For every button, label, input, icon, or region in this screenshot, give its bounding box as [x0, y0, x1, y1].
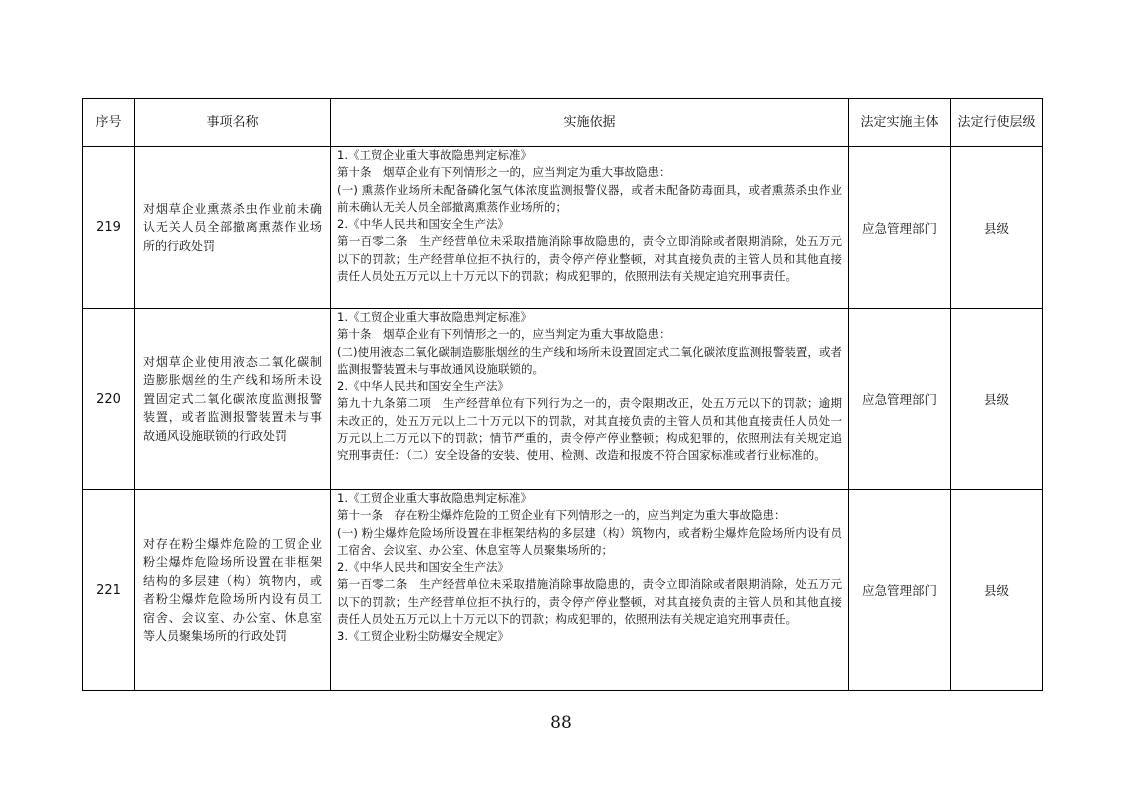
basis-cell: [331, 490, 849, 691]
basis-line: 2.《中华人民共和国安全生产法》: [337, 379, 509, 394]
exercise-level: 县级: [951, 309, 1043, 490]
row-number: 221: [83, 490, 135, 691]
basis-line: 2.《中华人民共和国安全生产法》: [337, 217, 509, 232]
basis-line: 第一百零二条 生产经营单位未采取措施消除事故隐患的，责令立即消除或者限期消除，处五万元以下的罚款；生产经营单位拒不执行的，责令停产停业整顿，对其直接负责的主管人员和其他直接责任人员处五万元以上十万元以下的罚款；构成犯罪的，依照刑法有关规定追究刑事责任。: [337, 234, 842, 284]
exercise-level: 县级: [951, 147, 1043, 309]
header-num: 序号: [83, 99, 135, 147]
header-name: 事项名称: [135, 99, 331, 147]
basis-line: 3.《工贸企业粉尘防爆安全规定》: [337, 629, 509, 644]
item-name: 对烟草企业熏蒸杀虫作业前未确认无关人员全部撤离熏蒸作业场所的行政处罚: [135, 147, 331, 309]
table-row: [83, 147, 1043, 309]
basis-line: (一) 熏蒸作业场所未配备磷化氢气体浓度监测报警仪器，或者未配备防毒面具，或者熏蒸杀虫作业前未确认无关人员全部撤离熏蒸作业场所的；: [337, 182, 842, 214]
implementing-subject: 应急管理部门: [849, 490, 951, 691]
basis-line: 第十一条 存在粉尘爆炸危险的工贸企业有下列情形之一的，应当判定为重大事故隐患：: [337, 508, 786, 523]
table-row: [83, 490, 1043, 691]
basis-cell: [331, 147, 849, 309]
basis-line: (一) 粉尘爆炸危险场所设置在非框架结构的多层建（构）筑物内，或者粉尘爆炸危险场所内设有员工宿舍、会议室、办公室、休息室等人员聚集场所的；: [337, 525, 842, 557]
basis-line: 1.《工贸企业重大事故隐患判定标准》: [337, 310, 532, 324]
implementing-subject: 应急管理部门: [849, 147, 951, 309]
header-row: [83, 99, 1043, 147]
basis-line: 1.《工贸企业重大事故隐患判定标准》: [337, 491, 532, 505]
row-number: 219: [83, 147, 135, 309]
basis-line: 第十条 烟草企业有下列情形之一的，应当判定为重大事故隐患：: [337, 327, 671, 342]
regulation-table: [82, 98, 1043, 691]
row-number: 220: [83, 309, 135, 490]
basis-line: 第一百零二条 生产经营单位未采取措施消除事故隐患的，责令立即消除或者限期消除，处五万元以下的罚款；生产经营单位拒不执行的，责令停产停业整顿，对其直接负责的主管人员和其他直接责任人员处五万元以上十万元以下的罚款；构成犯罪的，依照刑法有关规定追究刑事责任。: [337, 577, 842, 627]
basis-line: 第十条 烟草企业有下列情形之一的，应当判定为重大事故隐患：: [337, 165, 671, 180]
implementing-subject: 应急管理部门: [849, 309, 951, 490]
exercise-level: 县级: [951, 490, 1043, 691]
table-row: [83, 309, 1043, 490]
header-subject: 法定实施主体: [849, 99, 951, 147]
basis-line: (二)使用液态二氧化碳制造膨胀烟丝的生产线和场所未设置固定式二氧化碳浓度监测报警装置，或者监测报警装置未与事故通风设施联锁的。: [337, 344, 842, 376]
header-basis: 实施依据: [331, 99, 849, 147]
basis-line: 第九十九条第二项 生产经营单位有下列行为之一的，责令限期改正，处五万元以下的罚款；逾期未改正的，处五万元以上二十万元以下的罚款，对其直接负责的主管人员和其他直接责任人员处一万元以上二万元以下的罚款；情节严重的，责令停产停业整顿；构成犯罪的，依照刑法有关规定追究刑事责任：（二）安全设备的安装、使用、检测、改造和报废不符合国家标准或者行业标准的。: [337, 396, 842, 463]
basis-cell: [331, 309, 849, 490]
basis-line: 1.《工贸企业重大事故隐患判定标准》: [337, 148, 532, 162]
header-level: 法定行使层级: [951, 99, 1043, 147]
basis-line: 2.《中华人民共和国安全生产法》: [337, 560, 509, 575]
item-name: 对烟草企业使用液态二氧化碳制造膨胀烟丝的生产线和场所未设置固定式二氧化碳浓度监测报警装置，或者监测报警装置未与事故通风设施联锁的行政处罚: [135, 309, 331, 490]
page-number: 88: [550, 713, 572, 733]
item-name: 对存在粉尘爆炸危险的工贸企业粉尘爆炸危险场所设置在非框架结构的多层建（构）筑物内，或者粉尘爆炸危险场所内设有员工宿舍、会议室、办公室、休息室等人员聚集场所的行政处罚: [135, 490, 331, 691]
